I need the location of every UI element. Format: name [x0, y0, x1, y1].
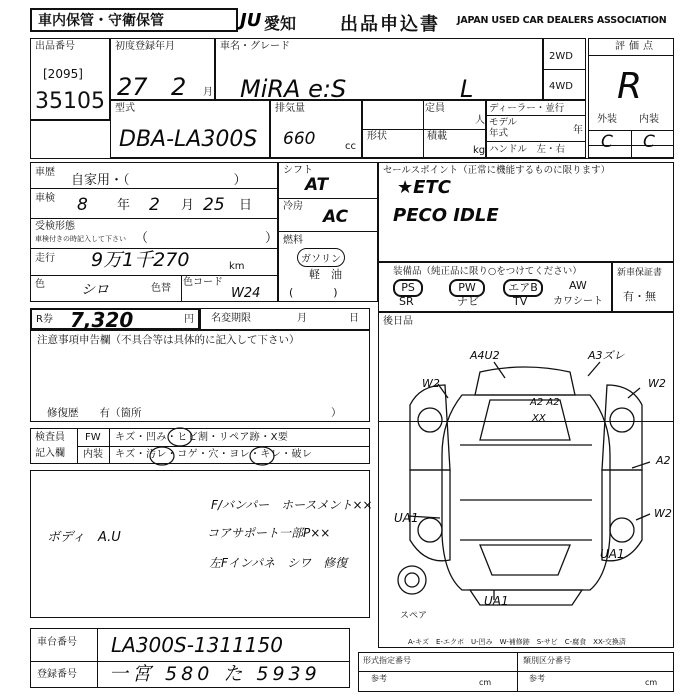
- int-label: 内装: [639, 114, 659, 125]
- ext-value: C: [601, 132, 613, 152]
- lot-label: 出品番号: [35, 41, 75, 52]
- diagram-mark-front-right: A3ズレ: [588, 349, 625, 362]
- deadline-label: 名変期限: [211, 313, 251, 324]
- ac-label: 冷房: [283, 201, 303, 212]
- diagram-mark-right-rear2: UA1: [600, 547, 625, 561]
- equip-seat: カワシート: [553, 296, 603, 307]
- diagram-mark-hood: A2 A2: [530, 397, 560, 408]
- handle-label: ハンドル 左・右: [489, 144, 566, 155]
- diagram-mark-right-front: W2: [648, 377, 666, 390]
- first-reg-label: 初度登録年月: [115, 41, 175, 52]
- diagram-mark-rear: UA1: [484, 594, 509, 608]
- color-value: シロ: [81, 282, 109, 298]
- chassis-box: [30, 628, 350, 688]
- warranty-label: 新車保証書: [617, 268, 663, 278]
- first-reg-year: 27: [117, 73, 148, 101]
- registration-value: 一宮 580 た 5939: [109, 663, 321, 685]
- details-box: 車歴 自家用・（ ） 車検 8 年 2 月 25 日 受検形態 車検付きの時記入して下さい （ ） 走行 9万1千270 km 色 シロ 色替 色コード W24: [30, 162, 278, 302]
- int-value: C: [643, 132, 655, 152]
- score-value: R: [617, 66, 643, 107]
- registration-label: 登録番号: [37, 669, 77, 680]
- model-grade: L: [460, 75, 474, 103]
- inspection-label: 車検: [35, 193, 55, 204]
- notes-box: 注意事項申告欄（不具合等は具体的に記入して下さい） 修復歴 有（箇所 ）: [30, 330, 370, 422]
- capacity-label: 定員: [425, 103, 445, 114]
- ext-label: 外装: [597, 114, 617, 125]
- warranty-options: 有・無: [623, 290, 656, 303]
- fuel-diesel: 軽 油: [309, 268, 342, 281]
- mileage-label: 走行: [35, 253, 55, 264]
- sales-point-label: セールスポイント（正常に機能するものに限ります）: [383, 165, 611, 176]
- model-code-value: DBA-LA300S: [119, 127, 258, 152]
- displacement-box: 排気量 660 cc: [270, 100, 362, 158]
- after-fit-label: 後日品: [383, 316, 413, 327]
- model-year-label: モデル 年式: [489, 117, 518, 139]
- form-number-label: 形式指定番号: [363, 656, 411, 665]
- diagram-mark-left-front: W2: [422, 377, 440, 390]
- diagram-mark-front: A4U2: [470, 349, 500, 362]
- org-name: 愛知: [264, 14, 297, 33]
- repair-label: 修復歴 有（箇所: [47, 407, 142, 419]
- equip-pw: PW: [449, 279, 485, 297]
- lot-sub-number: [2095]: [43, 67, 83, 81]
- sales-point-line2: PECO IDLE: [393, 205, 499, 226]
- remark-line2: コアサポート一部P××: [207, 526, 331, 540]
- fw-label: FW: [85, 432, 101, 443]
- first-reg-month: 2: [171, 73, 187, 101]
- remark-line1: F/バンパー ホースメント××: [211, 498, 373, 512]
- equip-tv: TV: [513, 295, 528, 308]
- legend: A-キズ E-エクボ U-凹み W-補修跡 S-サビ C-腐食 XX-交換済: [408, 638, 626, 646]
- interior-label: 内装: [83, 449, 103, 460]
- lot-number: 35105: [35, 89, 105, 114]
- inspector-row2: キズ・汚レ・コゲ・穴・ヨレ・キレ・破レ: [115, 449, 313, 460]
- model-grade-label: 車名・グレード: [220, 41, 290, 52]
- storage-label: 車内保管・守衛保管: [38, 13, 164, 29]
- capacity-box: 定員 人 形状 積載 kg: [362, 100, 486, 158]
- diagram-mark-right-rear: W2: [654, 507, 672, 520]
- recycle-box: R券 7,320 円: [30, 308, 200, 330]
- drive-2wd: 2WD: [549, 51, 573, 62]
- dealer-label: ディーラー・並行: [489, 103, 565, 114]
- color-label: 色: [35, 279, 45, 290]
- color-code-label: 色コード: [183, 277, 223, 288]
- dealer-box: ディーラー・並行 モデル 年式 年 ハンドル 左・右: [486, 100, 586, 158]
- inspection-year: 8: [77, 195, 88, 215]
- equip-airbag: エアB: [503, 279, 543, 297]
- shift-box: シフト AT 冷房 AC 燃料 ガソリン 軽 油 (): [278, 162, 378, 302]
- chassis-value: LA300S-1311150: [111, 633, 283, 657]
- score-label: 評価点: [615, 41, 657, 52]
- fuel-label: 燃料: [283, 235, 303, 246]
- mileage-value: 9万1千270: [91, 249, 190, 271]
- spare-label: スペア: [400, 611, 428, 621]
- model-code-label: 型式: [115, 103, 135, 114]
- recycle-label: R券: [36, 314, 53, 325]
- shift-label: シフト: [283, 165, 313, 176]
- ac-value: AC: [323, 207, 349, 227]
- shape-label: 形状: [367, 131, 387, 142]
- remark-line4: ボディ A.U: [47, 530, 121, 545]
- history-label: 車歴: [35, 167, 55, 178]
- displacement-label: 排気量: [275, 103, 305, 114]
- equip-ps: PS: [393, 279, 423, 297]
- fuel-gasoline: ガソリン: [297, 248, 345, 267]
- model-name: MiRA e:S: [240, 75, 347, 103]
- drive-4wd: 4WD: [549, 81, 573, 92]
- notes-label: 注意事項申告欄（不具合等は具体的に記入して下さい）: [37, 334, 300, 346]
- recycle-value: 7,320: [70, 308, 134, 332]
- ju-logo: JU: [240, 10, 262, 31]
- sales-point-line1: ★ETC: [397, 177, 451, 198]
- fill-label: 記入欄: [35, 448, 65, 459]
- diagram-mark-core: XX: [532, 413, 546, 424]
- history-value: 自家用・（ ）: [71, 173, 247, 188]
- deadline-box: 名変期限 月 日: [200, 308, 370, 330]
- inspector-row1: キズ・凹み・ヒビ割・リペア跡・X要: [115, 432, 289, 443]
- reception-label: 受検形態: [35, 221, 75, 232]
- color-swap-label: 色替: [151, 283, 171, 294]
- bottom-right-box: 形式指定番号 類別区分番号 参考 cm 参考 cm: [358, 652, 674, 692]
- displacement-value: 660: [283, 129, 316, 149]
- shift-value: AT: [305, 175, 329, 195]
- inspection-month: 2: [149, 195, 160, 215]
- load-label: 積載: [427, 131, 447, 142]
- category-label: 類別区分番号: [523, 656, 571, 665]
- color-code-value: W24: [231, 286, 261, 301]
- equipment-label: 装備品（純正品に限り○をつけてください）: [393, 266, 582, 277]
- english-name: JAPAN USED CAR DEALERS ASSOCIATION: [457, 15, 667, 26]
- equip-aw: AW: [569, 279, 587, 292]
- inspector-label: 検査員: [35, 432, 65, 443]
- first-reg-box: 初度登録年月 27 2 月: [110, 38, 215, 100]
- form-title: 出品申込書: [340, 14, 440, 35]
- diagram-mark-left: UA1: [394, 511, 419, 525]
- equip-navi: ナビ: [457, 295, 479, 308]
- chassis-label: 車台番号: [37, 637, 77, 648]
- inspection-day: 25: [203, 195, 225, 215]
- diagram-mark-right: A2: [656, 454, 671, 467]
- reception-value: （ ）: [135, 231, 279, 246]
- equip-sr: SR: [399, 295, 414, 308]
- remark-line3: 左Fインパネ シワ 修復: [209, 556, 348, 570]
